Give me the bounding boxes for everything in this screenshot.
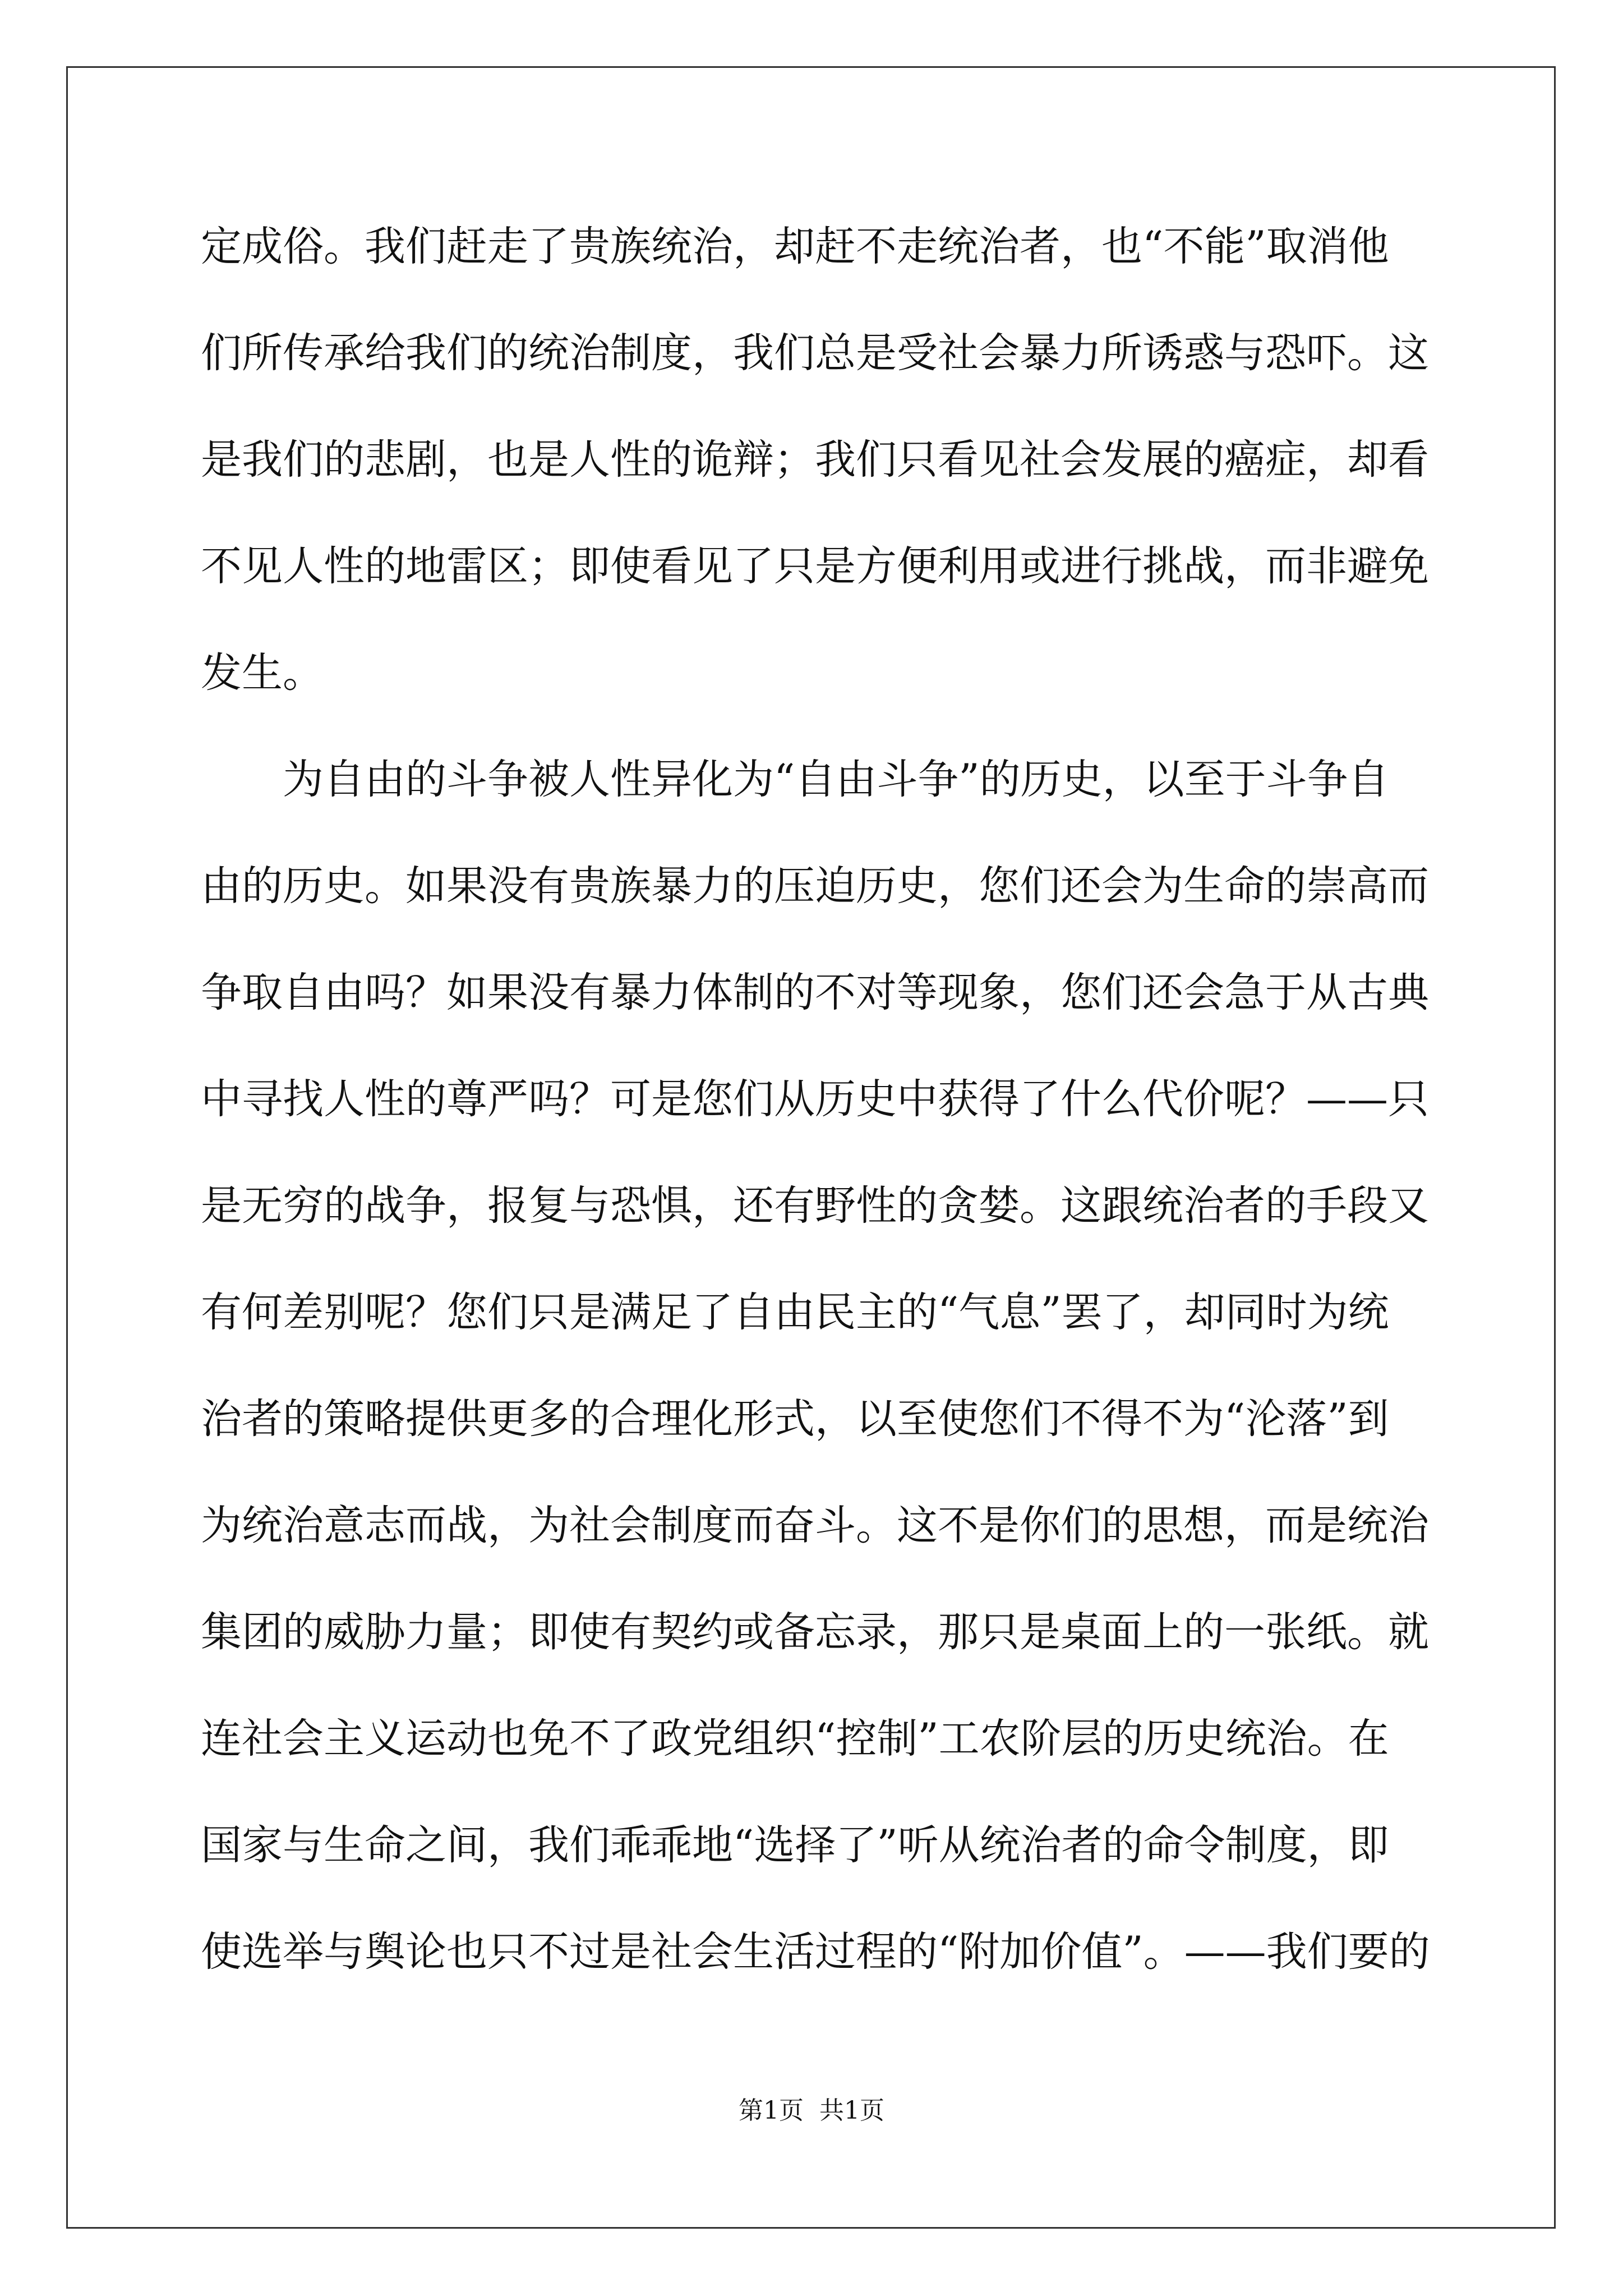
text-line: 为自由的斗争被人性异化为“自由斗争”的历史，以至于斗争自 [201,756,1389,803]
text-line: 有何差别呢？您们只是满足了自由民主的“气息”罢了，却同时为统 [201,1289,1389,1336]
page-number-footer: 第1页 共1页 [739,2096,884,2125]
text-line: 是我们的悲剧，也是人性的诡辩；我们只看见社会发展的癌症，却看 [201,436,1429,484]
text-line: 们所传承给我们的统治制度，我们总是受社会暴力所诱惑与恐吓。这 [201,329,1429,377]
text-line: 由的历史。如果没有贵族暴力的压迫历史，您们还会为生命的崇高而 [201,862,1429,910]
text-line: 不见人性的地雷区；即使看见了只是方便利用或进行挑战，而非避免 [201,542,1429,590]
text-line: 治者的策略提供更多的合理化形式，以至使您们不得不为“沦落”到 [201,1395,1389,1443]
text-line: 中寻找人性的尊严吗？可是您们从历史中获得了什么代价呢？——只 [201,1075,1429,1123]
document-body [201,194,1430,2005]
text-line: 发生。 [201,649,324,697]
text-line: 使选举与舆论也只不过是社会生活过程的“附加价值”。——我们要的 [201,1928,1430,1976]
text-line: 定成俗。我们赶走了贵族统治，却赶不走统治者，也“不能”取消他 [201,223,1389,270]
text-line: 为统治意志而战，为社会制度而奋斗。这不是你们的思想，而是统治 [201,1502,1429,1549]
text-line: 集团的威胁力量；即使有契约或备忘录，那只是桌面上的一张纸。就 [201,1608,1429,1656]
text-line: 争取自由吗？如果没有暴力体制的不对等现象，您们还会急于从古典 [201,969,1429,1016]
text-line: 是无穷的战争，报复与恐惧，还有野性的贪婪。这跟统治者的手段又 [201,1182,1429,1230]
text-line: 连社会主义运动也免不了政党组织“控制”工农阶层的历史统治。在 [201,1715,1389,1763]
text-line: 国家与生命之间，我们乖乖地“选择了”听从统治者的命令制度，即 [201,1821,1389,1869]
